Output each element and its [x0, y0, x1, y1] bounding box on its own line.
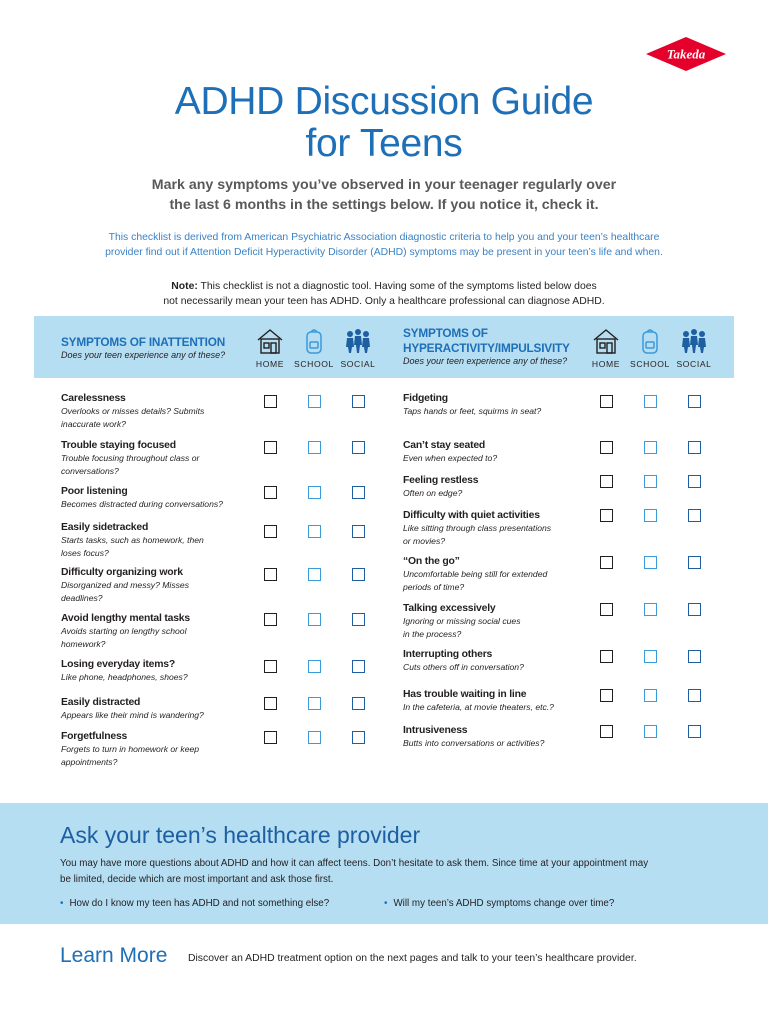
ask-bullet-1	[60, 897, 329, 910]
note-text1: This checklist is not a diagnostic tool. Having some of the symptoms listed below does	[200, 281, 597, 292]
checkbox-on-the-go-school[interactable]	[644, 556, 657, 569]
checkbox-on-the-go-home[interactable]	[600, 556, 613, 569]
col-school-right: SCHOOL	[630, 359, 670, 369]
checkbox-talking-excessively-home[interactable]	[600, 603, 613, 616]
checkbox-intrusiveness-school[interactable]	[644, 725, 657, 738]
list-item-talking-excessively	[403, 602, 583, 640]
derived-line2: provider find out if Attention Deficit Hyperactivity Disorder (ADHD) symptoms may be present in your teen’s life and when.	[105, 247, 663, 258]
note-line2: not necessarily mean your teen has ADHD. Only a healthcare professional can diagnose ADHD.	[163, 296, 605, 307]
checkbox-trouble-staying-focused-social[interactable]	[352, 441, 365, 454]
item-name: Difficulty with quiet activities	[403, 510, 540, 521]
house-icon	[591, 326, 621, 356]
checkbox-avoid-lengthy-mental-tasks-social[interactable]	[352, 613, 365, 626]
checkbox-losing-everyday-items-social[interactable]	[352, 660, 365, 673]
backpack-icon	[635, 326, 665, 356]
hyperactivity-subtitle: Does your teen experience any of these?	[403, 356, 568, 366]
checkbox-avoid-lengthy-mental-tasks-home[interactable]	[264, 613, 277, 626]
list-item-difficulty-organizing-work	[61, 566, 251, 604]
intro-line1: Mark any symptoms you’ve observed in your teenager regularly over	[151, 177, 617, 193]
bullet-dot-icon: •	[60, 898, 64, 909]
checkbox-interrupting-others-home[interactable]	[600, 650, 613, 663]
learn-more-text: Discover an ADHD treatment option on the next pages and talk to your teen’s healthcare provider.	[188, 953, 637, 964]
note-line1	[40, 279, 728, 294]
list-item-poor-listening	[61, 485, 251, 511]
item-desc: Overlooks or misses details? Submits	[61, 406, 205, 416]
item-name: Easily distracted	[61, 697, 141, 708]
item-desc: Like phone, headphones, shoes?	[61, 672, 188, 682]
item-desc: appointments?	[61, 756, 118, 767]
backpack-icon	[299, 326, 329, 356]
item-desc: Taps hands or feet, squirms in seat?	[403, 406, 542, 416]
item-desc: Cuts others off in conversation?	[403, 662, 524, 672]
inattention-subtitle: Does your teen experience any of these?	[61, 350, 226, 360]
item-name: Losing everyday items?	[61, 659, 175, 670]
col-home-left: HOME	[255, 359, 285, 369]
ask-bullet-2	[384, 897, 614, 910]
item-name: Trouble staying focused	[61, 440, 176, 451]
list-item-difficulty-with-quiet-activities	[403, 509, 583, 547]
item-desc: Even when expected to?	[403, 453, 498, 463]
item-desc: Starts tasks, such as homework, then	[61, 535, 204, 545]
item-desc: Butts into conversations or activities?	[403, 738, 545, 748]
item-desc: deadlines?	[61, 592, 103, 603]
checkbox-interrupting-others-social[interactable]	[688, 650, 701, 663]
checkbox-talking-excessively-social[interactable]	[688, 603, 701, 616]
checkbox-difficulty-organizing-work-social[interactable]	[352, 568, 365, 581]
item-name: Has trouble waiting in line	[403, 689, 527, 700]
item-name: Intrusiveness	[403, 725, 468, 736]
page-title-line1: ADHD Discussion Guide	[174, 80, 594, 123]
item-name: Talking excessively	[403, 603, 496, 614]
item-desc: in the process?	[403, 628, 462, 639]
item-desc: periods of time?	[403, 581, 465, 592]
checkbox-easily-distracted-social[interactable]	[352, 697, 365, 710]
item-desc: Ignoring or missing social cues	[403, 616, 521, 626]
checkbox-losing-everyday-items-home[interactable]	[264, 660, 277, 673]
item-name: Carelessness	[61, 393, 126, 404]
takeda-logo	[640, 34, 732, 74]
list-item-fidgeting	[403, 392, 583, 418]
checkbox-poor-listening-school[interactable]	[308, 486, 321, 499]
col-home-right: HOME	[591, 359, 621, 369]
checkbox-difficulty-organizing-work-school[interactable]	[308, 568, 321, 581]
hyperactivity-title-line2: HYPERACTIVITY/IMPULSIVITY	[403, 341, 570, 355]
bullet-dot-icon: •	[384, 898, 388, 909]
learn-more-title: Learn More	[60, 944, 168, 967]
ask-bullet-1-text: How do I know my teen has ADHD and not something else?	[69, 898, 330, 909]
inattention-title: SYMPTOMS OF INATTENTION	[61, 335, 226, 349]
checkbox-intrusiveness-home[interactable]	[600, 725, 613, 738]
item-desc: Often on edge?	[403, 488, 463, 498]
checkbox-intrusiveness-social[interactable]	[688, 725, 701, 738]
checkbox-avoid-lengthy-mental-tasks-school[interactable]	[308, 613, 321, 626]
people-icon	[679, 326, 709, 356]
item-desc: loses focus?	[61, 547, 109, 558]
checkbox-feeling-restless-social[interactable]	[688, 475, 701, 488]
col-social-right: SOCIAL	[676, 359, 712, 369]
list-item-forgetfulness	[61, 730, 251, 768]
list-item-feeling-restless	[403, 474, 583, 500]
checkbox-cant-stay-seated-social[interactable]	[688, 441, 701, 454]
checkbox-poor-listening-home[interactable]	[264, 486, 277, 499]
item-desc: Trouble focusing throughout class or	[61, 453, 200, 463]
intro-line2: the last 6 months in the settings below. If you notice it, check it.	[169, 197, 599, 213]
item-desc: Like sitting through class presentations	[403, 523, 552, 533]
ask-body-line1: You may have more questions about ADHD and how it can affect teens. Don’t hesitate to ask them. Since time at your appointment may	[60, 858, 649, 869]
checkbox-difficulty-with-quiet-activities-social[interactable]	[688, 509, 701, 522]
checkbox-carelessness-home[interactable]	[264, 395, 277, 408]
item-desc: Forgets to turn in homework or keep	[61, 744, 200, 754]
list-item-intrusiveness	[403, 724, 583, 750]
checkbox-cant-stay-seated-home[interactable]	[600, 441, 613, 454]
item-desc: Appears like their mind is wandering?	[61, 710, 204, 720]
checkbox-fidgeting-home[interactable]	[600, 395, 613, 408]
item-name: Interrupting others	[403, 649, 493, 660]
checkbox-trouble-waiting-in-line-school[interactable]	[644, 689, 657, 702]
item-name: Easily sidetracked	[61, 522, 149, 533]
list-item-avoid-lengthy-mental-tasks	[61, 612, 251, 650]
checkbox-trouble-staying-focused-home[interactable]	[264, 441, 277, 454]
checkbox-on-the-go-social[interactable]	[688, 556, 701, 569]
list-item-trouble-staying-focused	[61, 439, 251, 477]
checkbox-forgetfulness-home[interactable]	[264, 731, 277, 744]
checkbox-poor-listening-social[interactable]	[352, 486, 365, 499]
item-desc: inaccurate work?	[61, 418, 126, 429]
checkbox-forgetfulness-school[interactable]	[308, 731, 321, 744]
item-desc: Avoids starting on lengthy school	[61, 626, 187, 636]
list-item-interrupting-others	[403, 648, 583, 674]
checkbox-fidgeting-school[interactable]	[644, 395, 657, 408]
derived-line1: This checklist is derived from American Psychiatric Association diagnostic criteria to help you and your teen’s healthcare	[108, 232, 660, 243]
item-name: Fidgeting	[403, 393, 448, 404]
checkbox-difficulty-with-quiet-activities-home[interactable]	[600, 509, 613, 522]
item-name: Difficulty organizing work	[61, 567, 183, 578]
item-name: Forgetfulness	[61, 731, 128, 742]
checkbox-trouble-waiting-in-line-social[interactable]	[688, 689, 701, 702]
ask-provider-title: Ask your teen’s healthcare provider	[60, 822, 421, 848]
item-desc: Disorganized and messy? Misses	[61, 580, 190, 590]
checkbox-difficulty-organizing-work-home[interactable]	[264, 568, 277, 581]
checkbox-fidgeting-social[interactable]	[688, 395, 701, 408]
logo-text: Takeda	[666, 46, 706, 62]
checkbox-talking-excessively-school[interactable]	[644, 603, 657, 616]
item-name: Avoid lengthy mental tasks	[61, 613, 190, 624]
list-item-trouble-waiting-in-line	[403, 688, 583, 714]
checkbox-forgetfulness-social[interactable]	[352, 731, 365, 744]
checkbox-feeling-restless-school[interactable]	[644, 475, 657, 488]
item-name: Can’t stay seated	[403, 440, 486, 451]
list-item-cant-stay-seated	[403, 439, 583, 465]
checkbox-easily-sidetracked-home[interactable]	[264, 525, 277, 538]
list-item-easily-sidetracked	[61, 521, 251, 559]
col-school-left: SCHOOL	[294, 359, 334, 369]
checkbox-trouble-staying-focused-school[interactable]	[308, 441, 321, 454]
item-desc: homework?	[61, 638, 106, 649]
checkbox-difficulty-with-quiet-activities-school[interactable]	[644, 509, 657, 522]
list-item-on-the-go	[403, 555, 583, 593]
checkbox-losing-everyday-items-school[interactable]	[308, 660, 321, 673]
page-title-line2: for Teens	[305, 122, 463, 165]
checkbox-carelessness-school[interactable]	[308, 395, 321, 408]
col-social-left: SOCIAL	[340, 359, 376, 369]
item-desc: conversations?	[61, 465, 119, 476]
checkbox-feeling-restless-home[interactable]	[600, 475, 613, 488]
hyperactivity-title-line1: SYMPTOMS OF	[403, 326, 488, 340]
note-label: Note:	[171, 281, 198, 292]
item-name: Poor listening	[61, 486, 128, 497]
checkbox-trouble-waiting-in-line-home[interactable]	[600, 689, 613, 702]
item-name: Feeling restless	[403, 475, 479, 486]
item-name: “On the go”	[403, 556, 460, 567]
list-item-losing-everyday-items	[61, 658, 251, 684]
ask-body-line2: be limited, decide which are most important and ask those first.	[60, 874, 334, 885]
checkbox-easily-sidetracked-social[interactable]	[352, 525, 365, 538]
house-icon	[255, 326, 285, 356]
item-desc: or movies?	[403, 535, 446, 546]
list-item-carelessness	[61, 392, 251, 430]
list-item-easily-distracted	[61, 696, 251, 722]
item-desc: Uncomfortable being still for extended	[403, 569, 548, 579]
checkbox-easily-distracted-home[interactable]	[264, 697, 277, 710]
item-desc: In the cafeteria, at movie theaters, etc.?	[403, 702, 554, 712]
ask-bullet-2-text: Will my teen’s ADHD symptoms change over time?	[393, 898, 615, 909]
checkbox-interrupting-others-school[interactable]	[644, 650, 657, 663]
checkbox-easily-sidetracked-school[interactable]	[308, 525, 321, 538]
checkbox-carelessness-social[interactable]	[352, 395, 365, 408]
people-icon	[343, 326, 373, 356]
item-desc: Becomes distracted during conversations?	[61, 499, 223, 509]
checkbox-cant-stay-seated-school[interactable]	[644, 441, 657, 454]
checkbox-easily-distracted-school[interactable]	[308, 697, 321, 710]
